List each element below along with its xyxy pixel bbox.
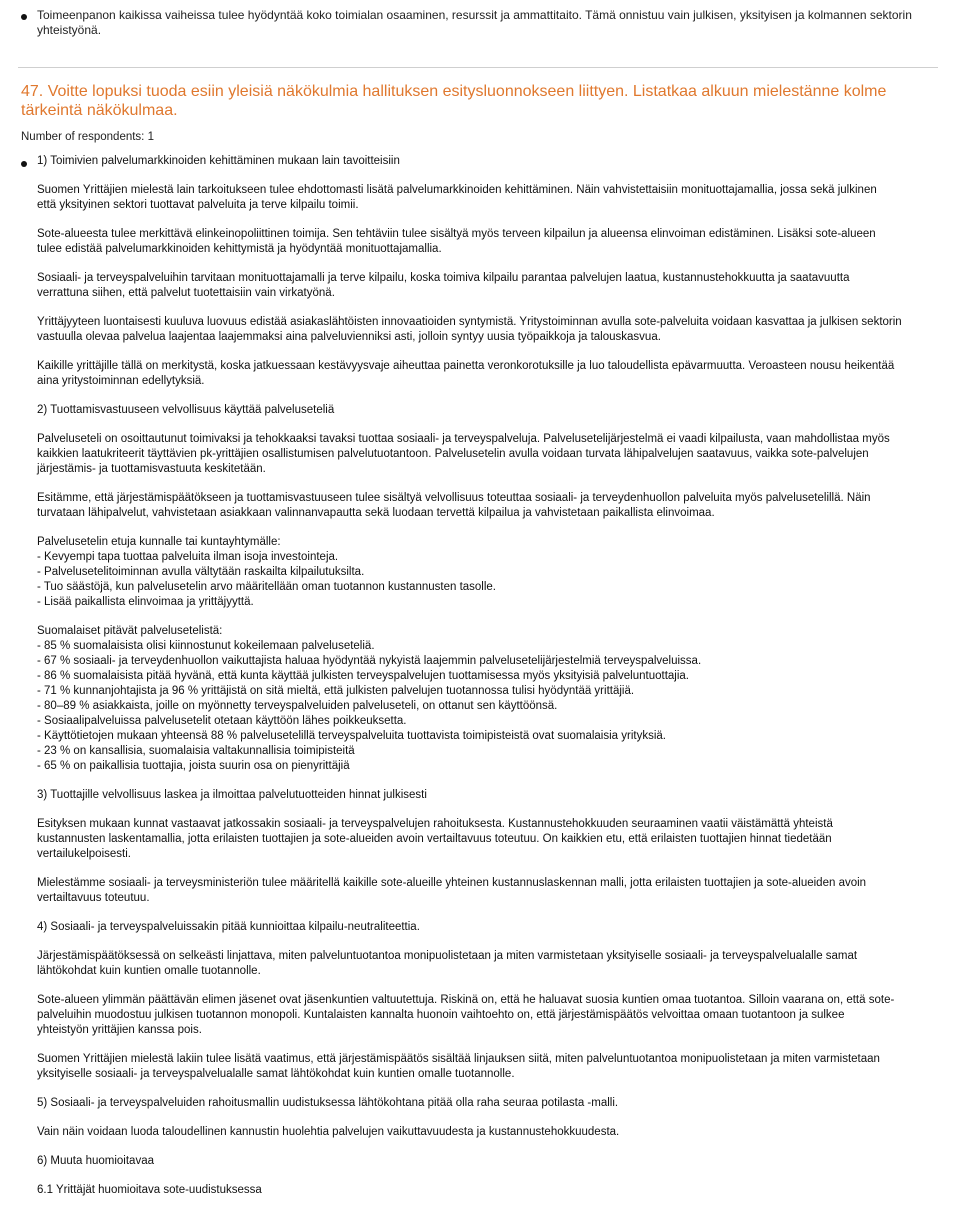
answer-paragraph: Mielestämme sosiaali- ja terveysministeriön tulee määritellä kaikille sote-alueille yhteinen kustannuslaskennan malli, jotta erilaisten tuottajien ja sote-alueiden avoin vertailtavuus toteutuu. [37,877,867,904]
answer-paragraph: 4) Sosiaali- ja terveyspalveluissakin pitää kunnioittaa kilpailu-neutraliteettia. [37,921,420,933]
answer-paragraph: 1) Toimivien palvelumarkkinoiden kehittäminen mukaan lain tavoitteisiin [37,155,400,167]
answer-paragraph: Järjestämispäätöksessä on selkeästi linjattava, miten palveluntuotantoa monipuolistetaan ja miten varmistetaan yksityiselle sosiaali- ja terveyspalvelualalle samat lähtökohdat kuin kuntien omalle tuotannolle. [37,950,858,977]
section-divider [18,67,938,68]
answer-paragraph: 3) Tuottajille velvollisuus laskea ja ilmoittaa palvelutuotteiden hinnat julkisesti [37,789,427,801]
answer-paragraph: 6) Muuta huomioitavaa [37,1155,154,1167]
answer-paragraph: Suomen Yrittäjien mielestä lakiin tulee lisätä vaatimus, että järjestämispäätös sisältää linjauksen siitä, miten palveluntuotantoa monipuolistetaan ja miten varmistetaan yksityiselle sosiaali- ja terveyspalvelualalle samat lähtökohdat kuin kuntien omalle tuotannolle. [37,1053,880,1080]
top-bullet-text: Toimeenpanon kaikissa vaiheissa tulee hyödyntää koko toimialan osaaminen, resurssit ja ammattitaito. Tämä onnistuu vain julkisen, yksityisen ja kolmannen sektorin yhteistyönä. [37,8,912,37]
answer-paragraph: Vain näin voidaan luoda taloudellinen kannustin huolehtia palvelujen vaikuttavuudesta ja kustannustehokkuudesta. [37,1126,620,1138]
answer-paragraph: Suomalaiset pitävät palvelusetelistä: - 85 % suomalaisista olisi kiinnostunut kokeilemaan palveluseteliä. - 67 % sosiaali- ja terveydenhuollon vaikuttajista haluaa hyödyntää nykyistä laajemmin palvelusetelijärjestelmiä terveyspalveluissa. - 86 % suomalaisista pitää hyvänä, että kunta käyttää julkisten terveyspalvelujen tuottamisessa myös yksityisiä palveluntuottajia. - 71 % kunnanjohtajista ja 96 % yrittäjistä on sitä mieltä, että julkisten palvelujen tuotannossa tulisi hyödyntää yrittäjiä. - 80–89 % asiakkaista, joille on myönnetty terveyspalveluiden palveluseteli, on ottanut sen käyttöönsä. - Sosiaalipalveluissa palvelusetelit otetaan käyttöön lähes poikkeuksetta. - Käyttötietojen mukaan yhteensä 88 % palvelusetelillä terveyspalveluita tuottavista toimipisteistä ovat suomalaisia yrityksiä. - 23 % on kansallisia, suomalaisia valtakunnallisia toimipisteitä - 65 % on paikallisia tuottajia, joista suurin osa on pienyrittäjiä [37,625,702,772]
answer-paragraph: Sosiaali- ja terveyspalveluihin tarvitaan monituottajamalli ja terve kilpailu, koska toimiva kilpailu parantaa palvelujen laatua, kustannustehokkuutta ja saatavuutta verrattuna siihen, että palvelut tuotettaisiin vain virkatyönä. [37,272,850,299]
answer-paragraph: 2) Tuottamisvastuuseen velvollisuus käyttää palveluseteliä [37,404,335,416]
answer-paragraph: Palveluseteli on osoittautunut toimivaksi ja tehokkaaksi tavaksi tuottaa sosiaali- ja terveyspalveluja. Palvelusetelijärjestelmä ei vaadi kilpailusta, vaan mahdollistaa myös kaikkien laatukriteerit täyttävien pk-yrittäjien osallistumisen palvelutuotantoon. Palvelusetelin avulla voidaan turvata lähipalvelujen saatavuus, vaikka sote-palvelujen järjestämis- ja tuottamisvastuuta keskitetään. [37,433,890,475]
answer-paragraph: Palvelusetelin etuja kunnalle tai kuntayhtymälle: - Kevyempi tapa tuottaa palveluita ilman isoja investointeja. - Palvelusetelitoiminnan avulla vältytään raskailta kilpailutuksilta. - Tuo säästöjä, kun palvelusetelin arvo määritellään oman tuotannon kustannusten tasolle. - Lisää paikallista elinvoimaa ja yrittäjyyttä. [37,536,497,608]
bullet-dot [21,14,27,20]
answer-paragraph: 5) Sosiaali- ja terveyspalveluiden rahoitusmallin uudistuksessa lähtökohtana pitää olla raha seuraa potilasta -malli. [37,1097,619,1109]
respondent-count: Number of respondents: 1 [21,131,154,143]
answer-paragraph: Esitämme, että järjestämispäätökseen ja tuottamisvastuuseen tulee sisältyä velvollisuus toteuttaa sosiaali- ja terveydenhuollon palveluita myös palvelusetelillä. Näin turvataan lähipalvelut, vahvistetaan asiakkaan valinnanvapautta sekä luodaan tervettä kilpailua ja vahvistetaan paikallista elinvoimaa. [37,492,871,519]
answer-paragraph: Sote-alueesta tulee merkittävä elinkeinopoliittinen toimija. Sen tehtäviin tulee sisältyä myös terveen kilpailun ja alueensa elinvoiman edistäminen. Lisäksi sote-alueen tulee edistää palvelumarkkinoiden kehittymistä ja hyödyntää monituottajamallia. [37,228,876,255]
answer-paragraph: Esityksen mukaan kunnat vastaavat jatkossakin sosiaali- ja terveyspalvelujen rahoituksesta. Kustannustehokkuuden seuraaminen vaatii väistämättä yhteistä kustannusten laskentamallia, jotta erilaisten tuottajien ja sote-alueiden avoin vertailtavuus toteutuu. On kaikkien etu, että erilaisten tuottajien hinnat tiedetään vertailukelpoisesti. [37,818,833,860]
answer-paragraph: Yrittäjyyteen luontaisesti kuuluva luovuus edistää asiakaslähtöisten innovaatioiden syntymistä. Yritystoiminnan avulla sote-palveluita voidaan kasvattaa ja julkisen sektorin vastuulla olevaa palvelua laajentaa laajemmaksi aina palveluvienniksi asti, jolloin syntyy uusia työpaikkoja ja talouskasvua. [37,316,902,343]
answer-paragraph: Suomen Yrittäjien mielestä lain tarkoitukseen tulee ehdottomasti lisätä palvelumarkkinoiden kehittäminen. Näin vahvistettaisiin monituottajamallia, jossa sekä julkinen että yksityinen sektori tuottavat palveluita ja terve kilpailu toimii. [37,184,877,211]
answer-paragraph: Sote-alueen ylimmän päättävän elimen jäsenet ovat jäsenkuntien valtuutettuja. Riskinä on, että he haluavat suosia kuntien omaa tuotantoa. Silloin vaarana on, että sote- palveluihin muodostuu julkisen tuotannon monopoli. Kuntalaisten kannalta huonoin vaihtoehto on, että järjestämispäätös velvoittaa omaan tuotantoon ja sulkee yhteistyön yrittäjien kanssa pois. [37,994,895,1036]
answer-text [37,154,942,1198]
answer-paragraph: 6.1 Yrittäjät huomioitava sote-uudistuksessa [37,1184,262,1196]
answer-bullet-dot [21,161,27,167]
answer-paragraph: Kaikille yrittäjille tällä on merkitystä, koska jatkuessaan kestävyysvaje aiheuttaa painetta veronkorotuksille ja luo taloudellista epävarmuutta. Veroasteen nousu heikentää aina yritystoiminnan edellytyksiä. [37,360,895,387]
question-title: 47. Voitte lopuksi tuoda esiin yleisiä näkökulmia hallituksen esitysluonnokseen liittyen. Listatkaa alkuun mielestänne kolme tärkeintä näkökulmaa. [21,83,887,119]
